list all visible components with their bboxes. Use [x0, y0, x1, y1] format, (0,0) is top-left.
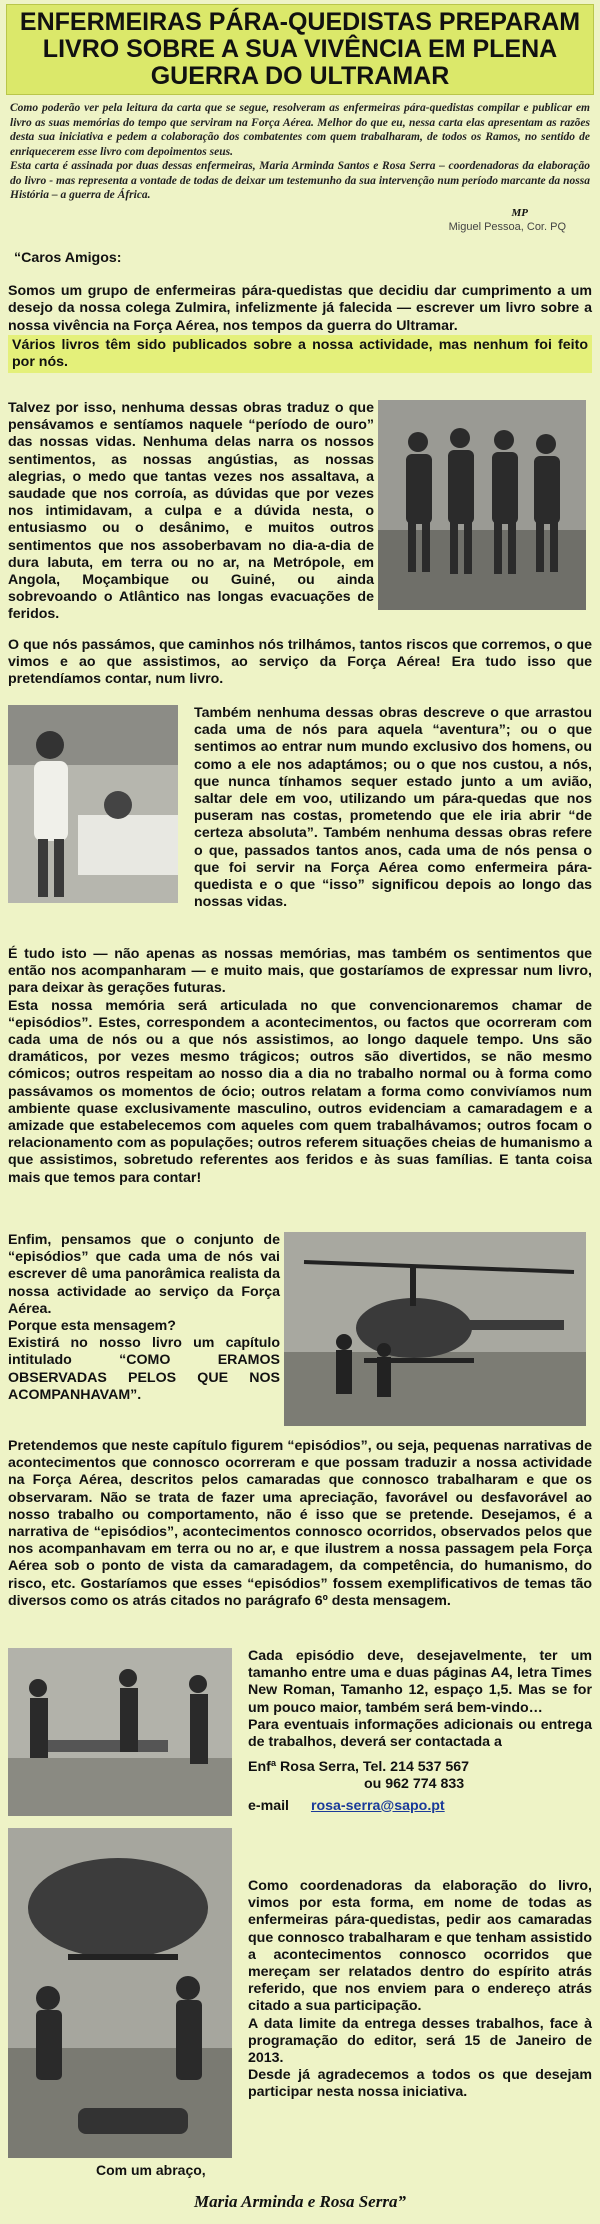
letter-column-4 [248, 1648, 592, 1815]
letter-paragraph: Enfim, pensamos que o conjunto de “episódios” que cada uma de nós vai escrever dê uma panorâmica realista da nossa actividade ao serviço da Força Aérea. [8, 1232, 280, 1317]
intro-paragraph: Esta carta é assinada por duas dessas enfermeiras, Maria Arminda Santos e Rosa Serra – coordenadoras da elaboração do livro - mas representa a vontade de todas de deixar um testemunho da sua intervenção num período marcante da nossa História – a guerra de África. [10, 160, 590, 201]
letter-paragraph: Desde já agradecemos a todos os que desejam participar nesta nossa iniciativa. [248, 2067, 592, 2101]
email-line [248, 1798, 592, 1815]
intro-paragraph: Como poderão ver pela leitura da carta que se segue, resolveram as enfermeiras pára-quedistas compilar e publicar em livro as suas memórias do tempo que serviram na Força Aérea. Melhor do que eu, nessa carta elas apresentam as razões desta sua iniciativa e pedem a colaboração dos combatentes com quem trabalharam, de todos os Ramos, no sentido de enriquecerem esse livro com depoimentos seus. [10, 102, 590, 158]
greeting: “Caros Amigos: [14, 250, 122, 266]
nurse-helicopter-photo [8, 1828, 232, 2158]
letter-paragraph: Pretendemos que neste capítulo figurem “episódios”, ou seja, pequenas narrativas de acontecimentos que connosco ocorreram e que possam traduzir a nossa actividade na Força Aérea, descritos pelos camaradas que connosco trabalharam e que os observaram. Não se trata de fazer uma apreciação, favorável ou desfavorável ao nosso trabalho ou comportamento, não é isso que se pretende. Desejamos, é a narrativa de “episódios”, acontecimentos connosco ocorridos, observados pelos que nos acompanhavam em terra ou no ar, e que ilustrem a nossa passagem pela Força Aérea sob o ponto de vista da camaradagem, da competência, do humanismo, do risco, etc. Gostaríamos que esses “episódios” fossem exemplificativos de temas tão diversos como os atrás citados no parágrafo 6º desta mensagem. [8, 1438, 592, 1609]
intro-initials: MP [511, 206, 528, 219]
letter-paragraph: Cada episódio deve, desejavelmente, ter um tamanho entre uma e duas páginas A4, letra Times New Roman, Tamanho 12, espaço 1,5. Mas se for um pouco maior, também será bem-vindo… [248, 1648, 592, 1716]
letter-question: Porque esta mensagem? [8, 1318, 176, 1335]
intro-author: Miguel Pessoa, Cor. PQ [448, 220, 566, 233]
letter-full-1 [8, 637, 592, 689]
letter-paragraph: Somos um grupo de enfermeiras pára-quedistas que decidiu dar cumprimento a um desejo da nossa colega Zulmira, infelizmente já falecida — escrever um livro sobre a nossa vivência na Força Aérea, nos tempos da guerra do Ultramar. [8, 283, 592, 334]
letter-paragraph: A data limite da entrega desses trabalhos, face à programação do editor, será 15 de Janeiro de 2013. [248, 2015, 592, 2067]
letter-paragraph: É tudo isto — não apenas as nossas memórias, mas também os sentimentos que então nos acompanharam — e muito mais, que gostaríamos de expressar num livro, para deixar às gerações futuras. [8, 946, 592, 997]
highlighted-paragraph: Vários livros têm sido publicados sobre a nossa actividade, mas nenhum foi feito por nós. [8, 335, 592, 373]
letter-full-3 [8, 1438, 592, 1610]
stretcher-image [8, 1648, 232, 1816]
nurse-patient-photo [8, 705, 178, 903]
closing: Com um abraço, [96, 2162, 206, 2178]
nurse-patient-image [8, 705, 178, 903]
contact-phone: ou 962 774 833 [364, 1776, 465, 1793]
stretcher-photo [8, 1648, 232, 1816]
intro-block [10, 101, 590, 203]
letter-paragraph: Esta nossa memória será articulada no que convencionaremos chamar de “episódios”. Estes, correspondem a acontecimentos, ou factos que ocorreram com cada uma de nós ou a que nós assistimos, ao longo daquele tempo. Uns são dramáticos, por vezes mesmo trágicos; outros são divertidos, se não mesmo cómicos; outros respeitam ao nosso dia a dia no trabalho normal ou à forma como passávamos os momentos de ócio; outros relatam a forma como convivíamos num ambiente quase exclusivamente masculino, outros evidenciam a camaradagem e a amizade que estabelecemos com aqueles com quem trabalhávamos; outros focam o relacionamento com as populações; outros referem situações cheias de humanismo a que assistimos, sobretudo referentes aos feridos e às suas famílias. E tanta coisa mais que temos para contar! [8, 997, 592, 1186]
contact-name: Enfª Rosa Serra, Tel. 214 537 567 [248, 1759, 470, 1776]
letter-paragraph: Existirá no nosso livro um capítulo intitulado “COMO ERAMOS OBSERVADAS PELOS QUE NOS ACOMPANHAVAM”. [8, 1335, 280, 1403]
letter-paragraph: Também nenhuma dessas obras descreve o que arrastou cada uma de nós para aquela “aventura”; ou o que sentimos ao entrar num mundo exclusivo dos homens, ou como a ele nos adaptámos; ou o que nos custou, a nós, que nunca tínhamos sequer estado junto a um avião, saltar dele em voo, utilizando um pára-quedas que nos puseram nas costas, prometendo que ele iria abrir “de certeza absoluta”. Também nenhuma dessas obras refere o que, passados tantos anos, cada uma de nós pensa o que foi servir na Força Aérea como enfermeira pára-quedista e o que “isso” significou depois ao longo das nossas vidas. [194, 705, 592, 911]
letter-full-2 [8, 946, 592, 1187]
helicopter-photo [284, 1232, 586, 1426]
letter-paragraph: Como coordenadoras da elaboração do livro, vimos por esta forma, em nome de todas as enfermeiras pára-quedistas, pedir aos camaradas que connosco trabalharam e que tenham assistido a acontecimentos connosco ocorridos que mereçam ser relatados dentro do espírito atrás referido, que nos enviem para o endereço atrás citado a sua participação. [248, 1878, 592, 2015]
email-label: e-mail [248, 1797, 290, 1814]
letter-opening [8, 250, 592, 373]
letter-column-5 [248, 1878, 592, 2102]
helicopter-image [284, 1232, 586, 1426]
signature: Maria Arminda e Rosa Serra” [194, 2192, 406, 2211]
article-title: ENFERMEIRAS PÁRA-QUEDISTAS PREPARAM LIVRO SOBRE A SUA VIVÊNCIA EM PLENA GUERRA DO ULTRAMAR [6, 4, 594, 95]
nurse-helicopter-image [8, 1828, 232, 2158]
nurses-group-photo [378, 400, 586, 610]
letter-paragraph: Talvez por isso, nenhuma dessas obras traduz o que pensávamos e sentíamos naquele “período de ouro” das nossas vidas. Nenhuma delas narra os nossos sentimentos, as nossas angústias, as nossas alegrias, o medo que tantas vezes nos assaltava, a saudade que nos corroía, as dúvidas que por vezes nos intimidavam, a culpa e a dúvida nesta, o entusiasmo ou o desânimo, e muitos outros sentimentos que nos assoberbavam no dia-a-dia de dura labuta, em terra ou no ar, na Metrópole, em Angola, Moçambique ou Guiné, ou ainda sobrevoando o Atlântico nas longas evacuações de feridos. [8, 400, 374, 623]
letter-column-2 [194, 705, 592, 911]
letter-column-3 [8, 1232, 280, 1404]
email-link[interactable]: rosa-serra@sapo.pt [310, 1797, 445, 1814]
letter-column-1 [8, 400, 374, 624]
letter-paragraph: Para eventuais informações adicionais ou entrega de trabalhos, deverá ser contactada a [248, 1716, 592, 1751]
letter-paragraph: O que nós passámos, que caminhos nós trilhámos, tantos riscos que corremos, o que vimos e ao que assistimos, ao serviço da Força Aérea! Era tudo isso que pretendíamos contar, num livro. [8, 637, 592, 688]
nurses-group-image [378, 400, 586, 610]
